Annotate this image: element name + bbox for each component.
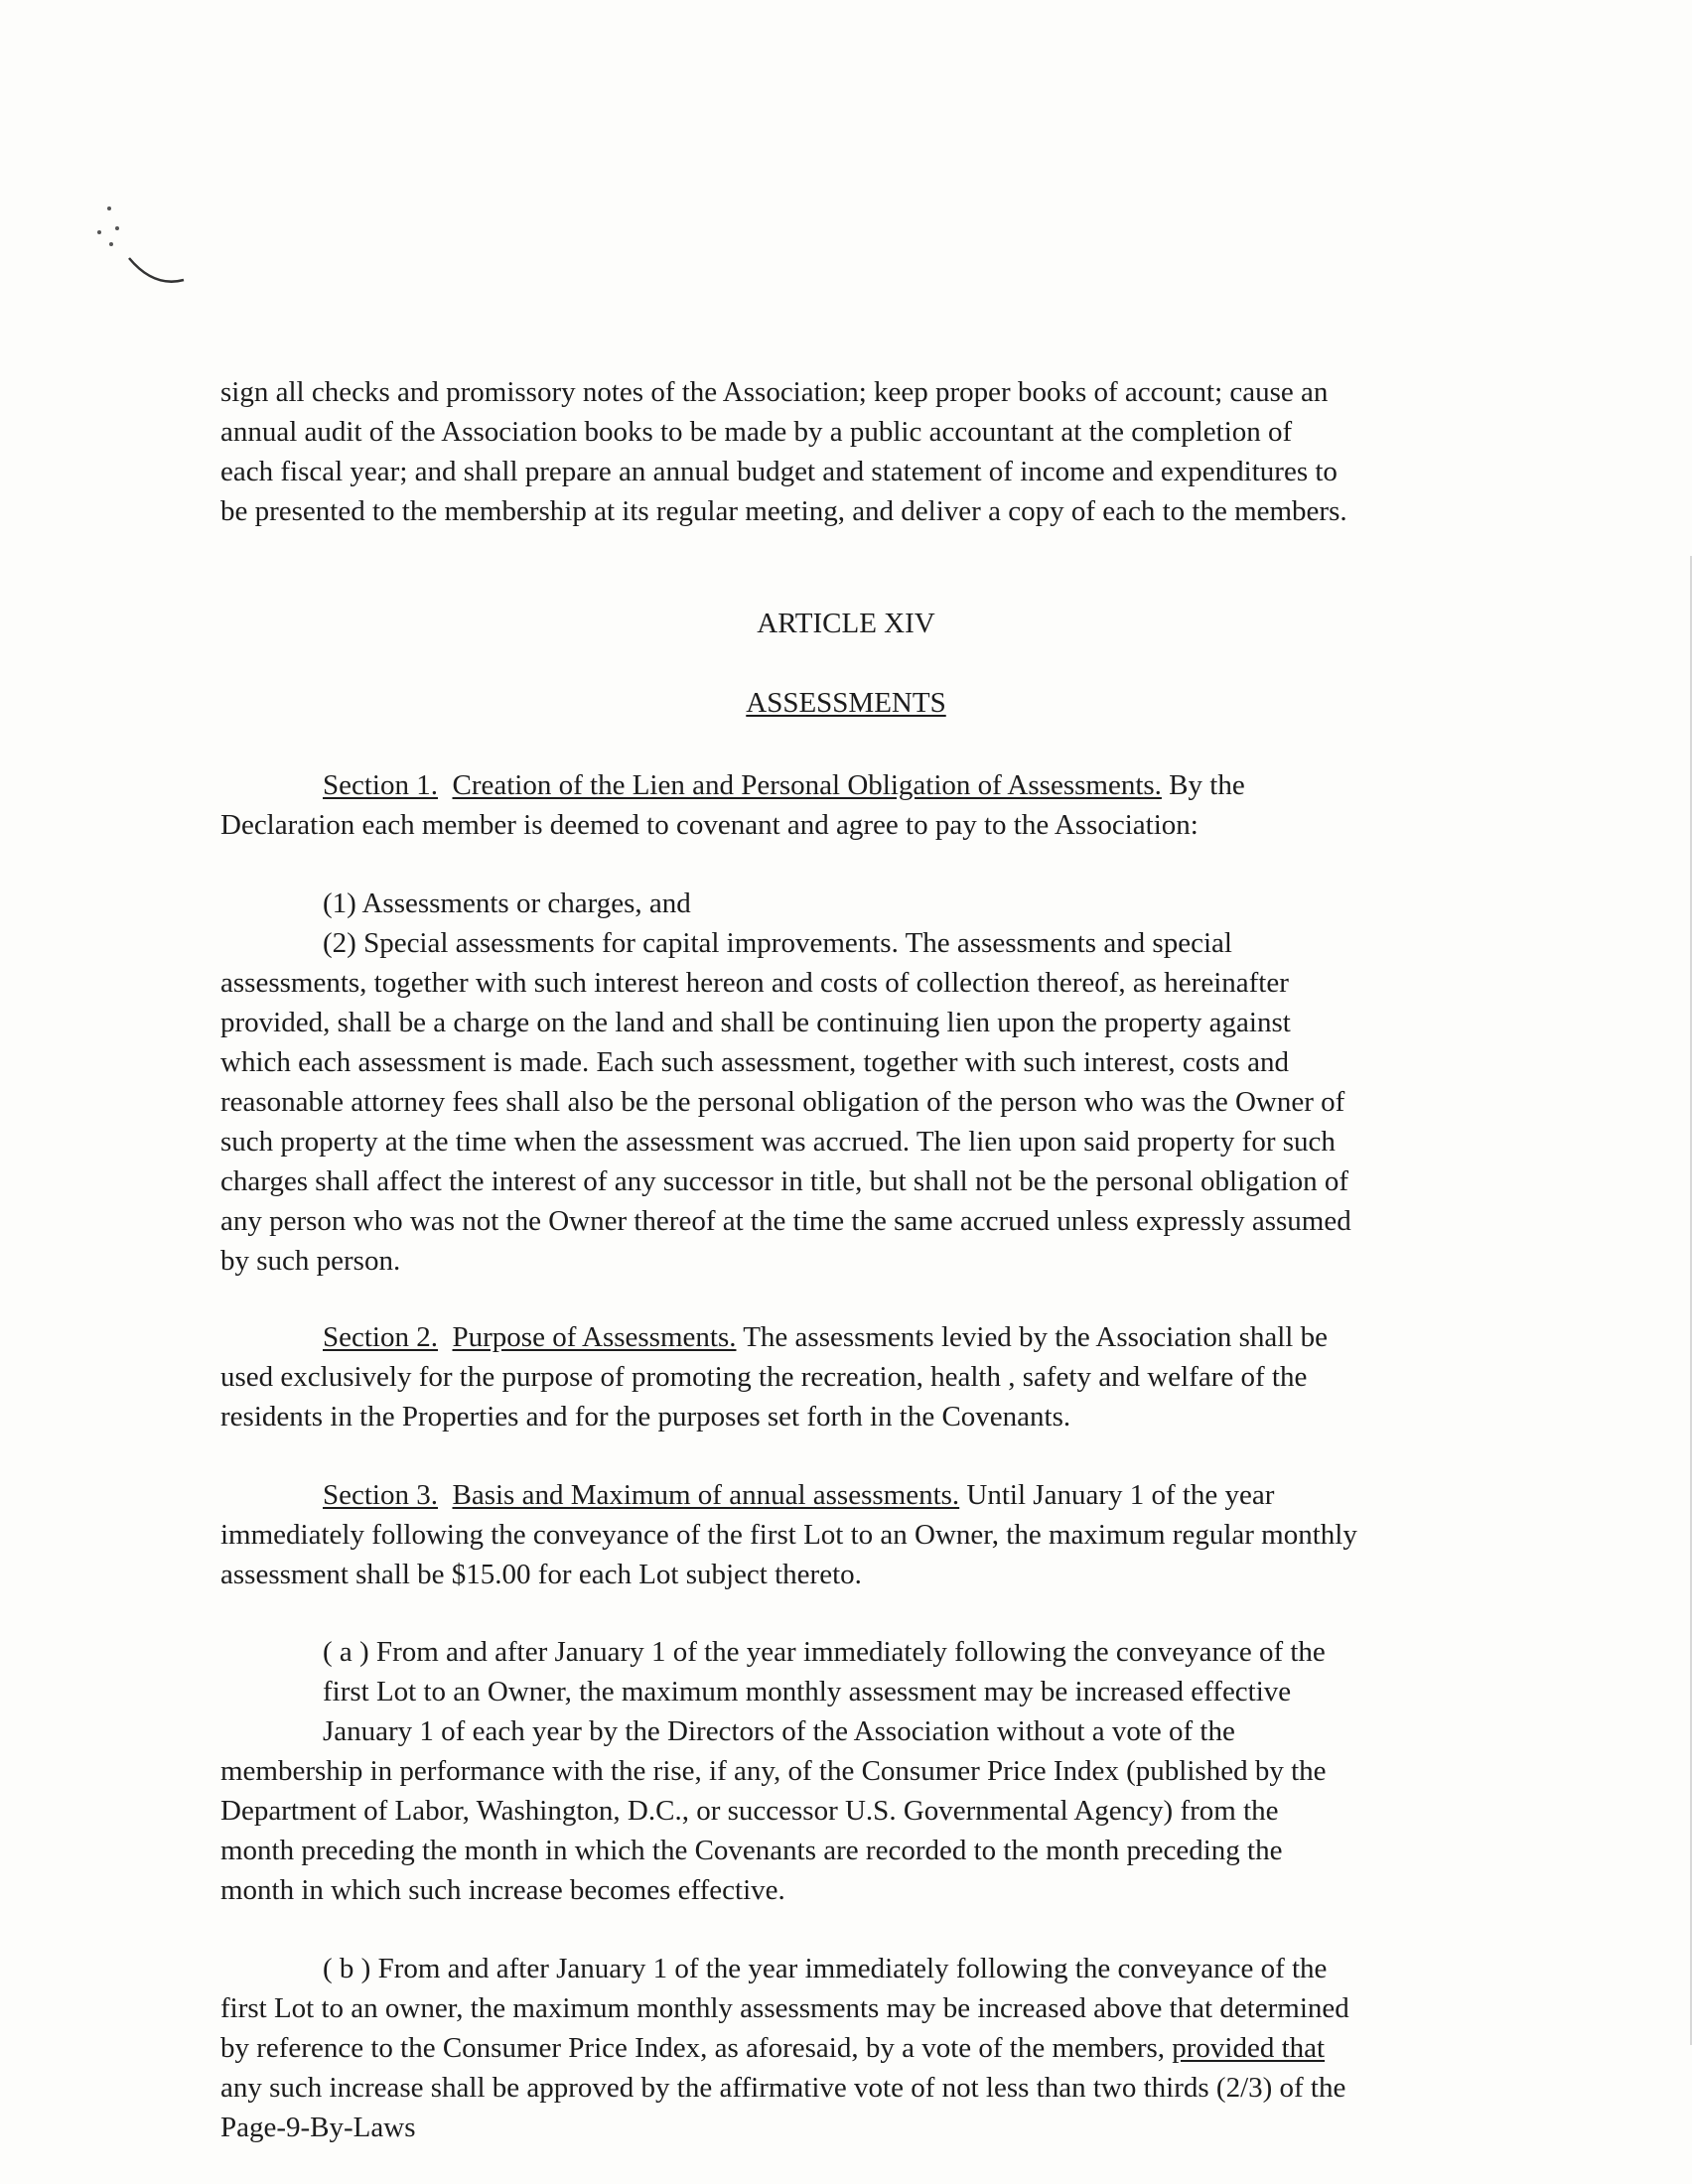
section-1 [220, 765, 1506, 845]
section-2-line: residents in the Properties and for the purposes set forth in the Covenants. [220, 1401, 1071, 1433]
list-item-2-line: provided, shall be a charge on the land and shall be continuing lien upon the property against [220, 1007, 1291, 1038]
paragraph-a-indented-line: first Lot to an Owner, the maximum monthly assessment may be increased effective [323, 1676, 1292, 1707]
intro-paragraph [220, 372, 1506, 531]
list-item-2-line: charges shall affect the interest of any successor in title, but shall not be the personal obligation of [220, 1165, 1349, 1197]
section-1-text-first: By the [1161, 769, 1245, 801]
list-item-2-line: such property at the time when the assessment was accrued. The lien upon said property for such [220, 1126, 1336, 1158]
section-2-text-first: The assessments levied by the Association shall be [736, 1321, 1328, 1353]
section-1-label: Section 1. [323, 769, 438, 801]
paragraph-a-indented-line: January 1 of each year by the Directors of the Association without a vote of the [323, 1715, 1235, 1747]
list-item-1: (1) Assessments or charges, and [323, 887, 691, 919]
section-1-first-line [220, 765, 1506, 805]
article-subtitle-text: ASSESSMENTS [746, 687, 946, 719]
list-item-2-line: any person who was not the Owner thereof at the time the same accrued unless expressly assumed [220, 1205, 1351, 1237]
provided-that-text: provided that [1172, 2032, 1326, 2064]
section-3 [220, 1475, 1506, 1594]
paragraph-a-line: Department of Labor, Washington, D.C., or successor U.S. Governmental Agency) from the [220, 1795, 1279, 1827]
section-2 [220, 1317, 1506, 1436]
paragraph-b-line-text: by reference to the Consumer Price Index, as aforesaid, by a vote of the members, [220, 2032, 1166, 2064]
paragraph-b-first-line: ( b ) From and after January 1 of the year immediately following the conveyance of the [323, 1953, 1328, 1984]
section-3-line: assessment shall be $15.00 for each Lot subject thereto. [220, 1559, 862, 1590]
list-item-2: (2) Special assessments for capital improvements. The assessments and special [323, 927, 1232, 959]
article-subtitle [0, 687, 1692, 720]
section-1-line: Declaration each member is deemed to covenant and agree to pay to the Association: [220, 809, 1198, 841]
intro-line: annual audit of the Association books to be made by a public accountant at the completion of [220, 416, 1293, 448]
section-2-heading: Purpose of Assessments. [452, 1321, 737, 1353]
list-item-2-line: reasonable attorney fees shall also be the personal obligation of the person who was the Owner of [220, 1086, 1345, 1118]
section-3-text-first: Until January 1 of the year [959, 1479, 1275, 1511]
list-item-2-line: by such person. [220, 1245, 401, 1277]
paragraph-a [220, 1632, 1506, 1910]
paragraph-a-line: month preceding the month in which the Covenants are recorded to the month preceding the [220, 1835, 1283, 1866]
paragraph-a-line: membership in performance with the rise, if any, of the Consumer Price Index (published by the [220, 1755, 1327, 1787]
scan-mark-icon [60, 199, 199, 308]
paragraph-a-indented-line: ( a ) From and after January 1 of the year immediately following the conveyance of the [323, 1636, 1326, 1668]
paragraph-a-line: month in which such increase becomes effective. [220, 1874, 785, 1906]
section-1-heading: Creation of the Lien and Personal Obligation of Assessments. [452, 769, 1162, 801]
paragraph-b [220, 1949, 1506, 2147]
intro-line: sign all checks and promissory notes of the Association; keep proper books of account; cause an [220, 376, 1329, 408]
paragraph-b-line [220, 2028, 1506, 2068]
section-3-heading: Basis and Maximum of annual assessments. [452, 1479, 960, 1511]
list-item-2-line: which each assessment is made. Each such assessment, together with such interest, costs and [220, 1046, 1289, 1078]
assessment-list [220, 884, 1506, 1281]
section-2-line: used exclusively for the purpose of promoting the recreation, health , safety and welfare of the [220, 1361, 1308, 1393]
paragraph-b-line: first Lot to an owner, the maximum monthly assessments may be increased above that determined [220, 1992, 1349, 2024]
section-2-label: Section 2. [323, 1321, 438, 1353]
intro-line: be presented to the membership at its regular meeting, and deliver a copy of each to the members. [220, 495, 1347, 527]
article-title: ARTICLE XIV [757, 608, 935, 639]
section-3-first-line [220, 1475, 1506, 1515]
section-3-label: Section 3. [323, 1479, 438, 1511]
paragraph-b-line: any such increase shall be approved by the affirmative vote of not less than two thirds (2/3) of the [220, 2072, 1346, 2104]
section-3-line: immediately following the conveyance of the first Lot to an Owner, the maximum regular monthly [220, 1519, 1357, 1551]
intro-line: each fiscal year; and shall prepare an annual budget and statement of income and expenditures to [220, 456, 1338, 487]
page-footer: Page-9-By-Laws [220, 2112, 416, 2143]
section-2-first-line [220, 1317, 1506, 1357]
list-item-2-line: assessments, together with such interest hereon and costs of collection thereof, as hereinafter [220, 967, 1289, 999]
